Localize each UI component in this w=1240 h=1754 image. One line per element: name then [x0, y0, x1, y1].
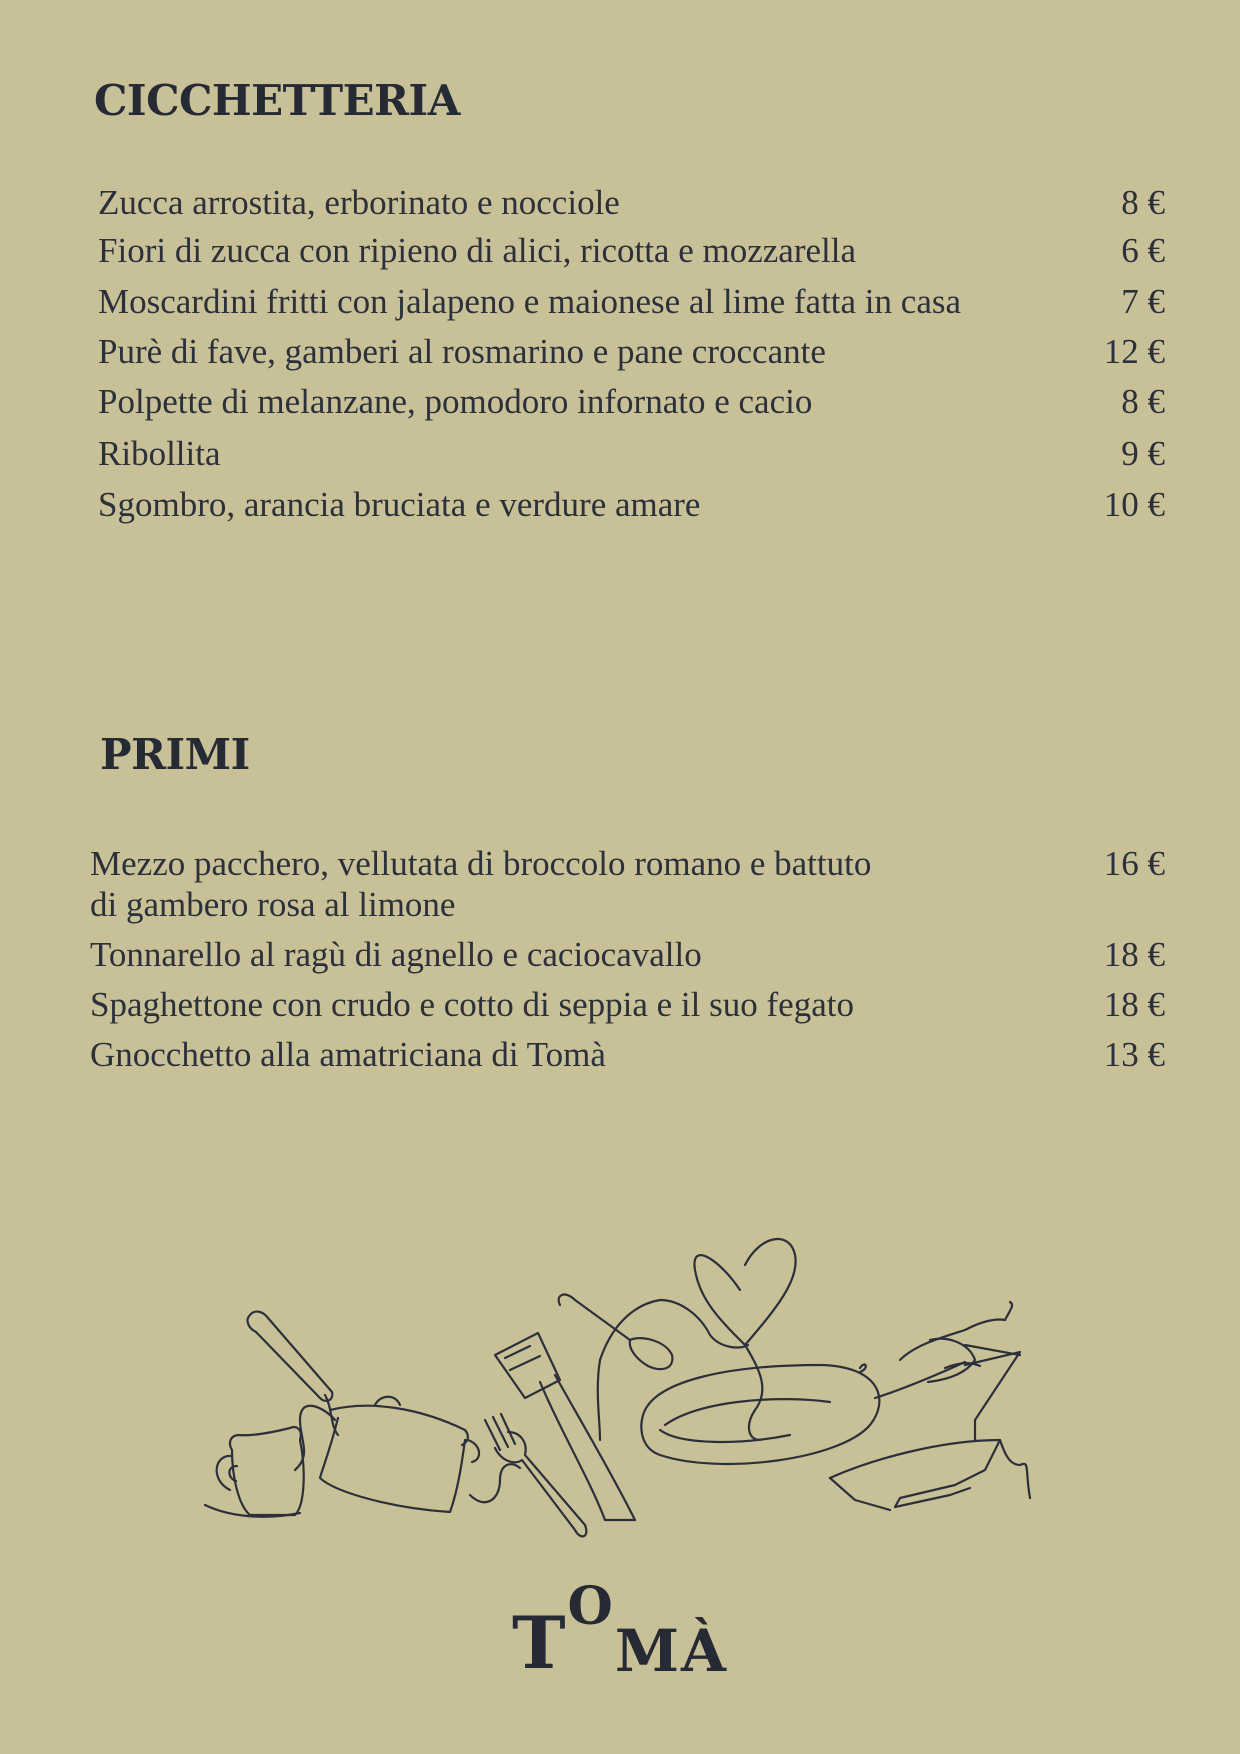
dish-price: 12 €: [1103, 332, 1165, 371]
hand-icon: [900, 1302, 1020, 1382]
ladle-icon: [248, 1312, 338, 1435]
dish-price: 18 €: [1103, 985, 1165, 1024]
dish-price: 8 €: [1121, 183, 1165, 222]
jug-icon: [205, 1427, 304, 1517]
dish-price: 9 €: [1121, 434, 1165, 473]
dish-name: Moscardini fritti con jalapeno e maionese al lime fatta in casa: [98, 282, 962, 321]
dish-price: 18 €: [1103, 935, 1165, 974]
dish-price: 13 €: [1103, 1035, 1165, 1074]
fork-icon: [470, 1414, 586, 1536]
section-title-cicchetteria: CICCHETTERIA: [94, 76, 460, 125]
dish-price: 8 €: [1121, 382, 1165, 421]
spatula-icon: [495, 1333, 635, 1520]
dish-name: Gnocchetto alla amatriciana di Tomà: [90, 1035, 606, 1074]
restaurant-logo: [0, 1576, 1240, 1685]
dish-price: 16 €: [1103, 844, 1165, 883]
dish-name: Spaghettone con crudo e cotto di seppia e il suo fegato: [90, 985, 854, 1024]
board-icon: [830, 1352, 1030, 1510]
logo-letters-ma: MÀ: [614, 1617, 729, 1685]
logo-letter-t: T: [511, 1600, 568, 1685]
dish-name: Zucca arrostita, erborinato e nocciole: [98, 183, 620, 222]
dish-name: Polpette di melanzane, pomodoro infornato e cacio: [98, 382, 813, 421]
spoon-icon: [559, 1295, 748, 1440]
dish-name: Tonnarello al ragù di agnello e caciocavallo: [90, 935, 702, 974]
section-title-primi: PRIMI: [100, 730, 250, 779]
dish-name: Sgombro, arancia bruciata e verdure amare: [98, 485, 701, 524]
frying-pan-icon: [641, 1362, 965, 1464]
dish-name: Purè di fave, gamberi al rosmarino e pane croccante: [98, 332, 826, 371]
dish-name: Mezzo pacchero, vellutata di broccolo romano e battuto: [90, 844, 872, 883]
dish-price: 7 €: [1121, 282, 1165, 321]
dish-name: Fiori di zucca con ripieno di alici, ricotta e mozzarella: [98, 231, 857, 270]
dish-price: 6 €: [1121, 231, 1165, 270]
logo-letter-o: O: [567, 1576, 615, 1637]
dish-price: 10 €: [1103, 485, 1165, 524]
dish-name: Ribollita: [98, 434, 221, 473]
heart-icon: [694, 1239, 795, 1440]
dish-name-line2: di gambero rosa al limone: [90, 885, 456, 924]
pot-icon: [295, 1397, 479, 1512]
